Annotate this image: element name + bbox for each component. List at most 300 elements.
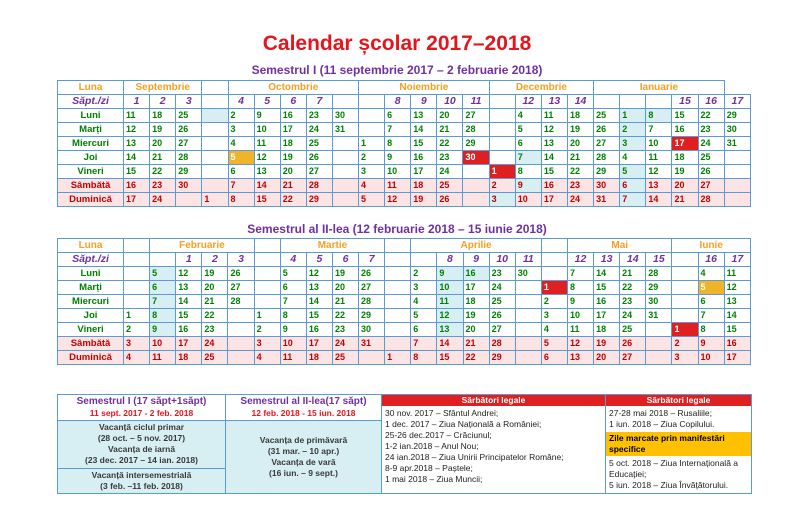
day-cell: 14 — [594, 267, 620, 281]
day-cell: 29 — [646, 281, 672, 295]
day-cell: 6 — [698, 295, 724, 309]
day-cell: 12 — [724, 281, 750, 295]
sem2-month-row — [58, 239, 751, 253]
week-number: 8 — [437, 253, 463, 267]
day-cell: 11 — [254, 137, 280, 151]
vacation-line: (3 feb. –11 feb. 2018) — [100, 481, 183, 491]
day-cell — [646, 351, 672, 365]
day-cell: 21 — [437, 123, 463, 137]
day-cell — [228, 351, 254, 365]
day-cell: 25 — [437, 179, 463, 193]
day-cell: 3 — [124, 337, 150, 351]
day-cell: 30 — [359, 323, 385, 337]
day-cell: 27 — [620, 351, 646, 365]
day-cell: 15 — [176, 309, 202, 323]
day-cell: 18 — [411, 179, 437, 193]
day-cell: 21 — [567, 151, 593, 165]
day-cell: 3 — [672, 351, 698, 365]
day-cell: 9 — [385, 151, 411, 165]
day-cell — [672, 295, 698, 309]
day-cell: 10 — [698, 351, 724, 365]
day-cell: 26 — [437, 193, 463, 207]
week-number: 2 — [202, 253, 228, 267]
semester2-calendar — [57, 238, 751, 365]
week-number — [646, 95, 672, 109]
day-cell: 1 — [489, 165, 515, 179]
day-label: Sâmbătă — [58, 337, 124, 351]
day-cell: 3 — [254, 337, 280, 351]
day-cell: 23 — [150, 179, 176, 193]
semester2-title: Semestrul al II-lea (12 februarie 2018 – 15 iunie 2018) — [247, 222, 547, 236]
day-cell: 15 — [437, 351, 463, 365]
marked-days-heading: Zile marcate prin manifestări specifice — [606, 432, 751, 456]
day-cell: 26 — [306, 151, 332, 165]
day-cell: 4 — [620, 151, 646, 165]
week-number: 4 — [280, 253, 306, 267]
day-cell: 30 — [724, 123, 750, 137]
vacation-line: (31 mar. – 10 apr.) — [267, 446, 340, 456]
week-number — [202, 95, 228, 109]
day-cell: 12 — [306, 267, 332, 281]
day-cell: 13 — [306, 281, 332, 295]
day-cell: 11 — [280, 351, 306, 365]
day-cell — [724, 179, 750, 193]
day-cell: 10 — [646, 137, 672, 151]
day-cell: 6 — [228, 165, 254, 179]
month-header — [385, 239, 411, 253]
day-cell: 19 — [594, 337, 620, 351]
day-cell: 18 — [280, 137, 306, 151]
day-cell: 5 — [359, 193, 385, 207]
month-header: Noiembrie — [359, 81, 490, 95]
vacation-line: Vacanță intersemestrială — [91, 470, 192, 480]
luna-label: Luna — [58, 81, 124, 95]
legend-semester2 — [226, 395, 382, 421]
day-cell: 9 — [515, 179, 541, 193]
day-cell: 21 — [202, 295, 228, 309]
day-cell: 20 — [594, 351, 620, 365]
day-cell: 11 — [724, 267, 750, 281]
day-label: Joi — [58, 309, 124, 323]
day-cell: 24 — [202, 337, 228, 351]
legal-holidays — [382, 395, 606, 494]
week-number: 3 — [228, 253, 254, 267]
day-cell: 13 — [176, 281, 202, 295]
day-cell: 25 — [176, 109, 202, 123]
legal-holidays-heading: Sărbători legale — [382, 395, 605, 406]
holiday-entry: 25-26 dec.2017 – Crăciunul; — [385, 430, 492, 440]
day-cell: 13 — [437, 323, 463, 337]
day-cell: 19 — [280, 151, 306, 165]
day-cell: 25 — [202, 351, 228, 365]
day-cell: 22 — [150, 165, 176, 179]
day-cell: 19 — [463, 309, 489, 323]
week-number: 13 — [541, 95, 567, 109]
day-cell: 2 — [124, 323, 150, 337]
day-cell: 19 — [332, 267, 358, 281]
day-cell: 28 — [594, 151, 620, 165]
day-cell: 5 — [411, 309, 437, 323]
day-cell: 3 — [489, 193, 515, 207]
day-cell: 24 — [437, 165, 463, 179]
holiday-entry: 30 nov. 2017 – Sfântul Andrei; — [385, 408, 499, 418]
day-cell: 26 — [594, 123, 620, 137]
day-cell — [228, 323, 254, 337]
week-number — [489, 95, 515, 109]
day-cell: 27 — [228, 281, 254, 295]
day-cell — [359, 109, 385, 123]
week-number — [385, 253, 411, 267]
day-cell: 30 — [463, 151, 489, 165]
day-cell — [385, 337, 411, 351]
day-cell: 14 — [176, 295, 202, 309]
day-cell: 9 — [437, 267, 463, 281]
day-cell: 8 — [698, 323, 724, 337]
vacation-line: (23 dec. 2017 – 14 ian. 2018) — [85, 455, 198, 465]
week-number: 10 — [489, 253, 515, 267]
day-cell — [228, 309, 254, 323]
day-cell: 21 — [150, 151, 176, 165]
day-cell — [385, 281, 411, 295]
legend-semester1 — [58, 395, 226, 421]
day-label: Miercuri — [58, 137, 124, 151]
day-cell: 1 — [385, 351, 411, 365]
day-cell: 7 — [411, 337, 437, 351]
day-cell — [385, 309, 411, 323]
page-title: Calendar școlar 2017–2018 — [262, 32, 532, 55]
day-cell — [463, 165, 489, 179]
day-cell: 20 — [280, 165, 306, 179]
table-row — [58, 295, 751, 309]
day-cell: 11 — [385, 179, 411, 193]
day-cell: 14 — [541, 151, 567, 165]
day-cell: 5 — [280, 267, 306, 281]
day-cell — [202, 137, 228, 151]
day-cell: 10 — [437, 281, 463, 295]
day-cell: 5 — [515, 123, 541, 137]
day-cell: 19 — [150, 123, 176, 137]
day-cell: 19 — [411, 193, 437, 207]
month-header: Februarie — [150, 239, 254, 253]
day-cell: 30 — [594, 179, 620, 193]
day-cell: 17 — [463, 281, 489, 295]
day-cell: 18 — [594, 323, 620, 337]
semester2-dates: 12 feb. 2018 - 15 iun. 2018 — [251, 408, 356, 418]
day-cell — [515, 323, 541, 337]
vacation-spring-summer — [226, 421, 382, 494]
day-cell — [124, 267, 150, 281]
day-cell: 12 — [541, 123, 567, 137]
day-cell: 14 — [411, 123, 437, 137]
day-cell: 24 — [567, 193, 593, 207]
day-cell: 12 — [124, 123, 150, 137]
day-cell: 10 — [515, 193, 541, 207]
day-cell: 29 — [594, 165, 620, 179]
day-cell: 18 — [463, 295, 489, 309]
day-cell — [202, 109, 228, 123]
sem2-week-row — [58, 253, 751, 267]
day-cell: 15 — [672, 109, 698, 123]
holiday-entry: 1-2 ian.2018 – Anul Nou; — [385, 441, 479, 451]
day-label: Luni — [58, 109, 124, 123]
holiday-entry: 8-9 apr.2018 – Paștele; — [385, 463, 473, 473]
day-cell: 22 — [437, 137, 463, 151]
day-cell: 25 — [332, 351, 358, 365]
day-cell: 25 — [489, 295, 515, 309]
day-cell: 1 — [124, 309, 150, 323]
day-cell: 24 — [332, 337, 358, 351]
day-cell: 8 — [280, 309, 306, 323]
vacation-line: Vacanță ciclul primar — [98, 422, 185, 432]
day-cell: 17 — [176, 337, 202, 351]
day-cell: 13 — [411, 109, 437, 123]
day-cell — [724, 165, 750, 179]
day-cell: 23 — [489, 267, 515, 281]
day-cell: 22 — [332, 309, 358, 323]
semester1-heading: Semestrul I (17 săpt+1săpt) — [76, 396, 207, 407]
week-number: 3 — [176, 95, 202, 109]
day-cell — [489, 151, 515, 165]
day-cell: 13 — [646, 179, 672, 193]
day-cell: 10 — [567, 309, 593, 323]
day-cell: 26 — [489, 309, 515, 323]
month-header: Ianuarie — [594, 81, 725, 95]
day-cell: 9 — [150, 323, 176, 337]
day-cell: 21 — [463, 337, 489, 351]
day-cell: 18 — [176, 351, 202, 365]
day-cell: 8 — [567, 281, 593, 295]
day-cell: 7 — [698, 309, 724, 323]
day-cell: 23 — [437, 151, 463, 165]
day-cell: 7 — [515, 151, 541, 165]
semester1-calendar — [57, 80, 751, 207]
day-cell: 2 — [672, 337, 698, 351]
week-number: 5 — [306, 253, 332, 267]
day-cell: 30 — [176, 179, 202, 193]
week-number: 11 — [463, 95, 489, 109]
day-cell — [672, 309, 698, 323]
day-cell: 9 — [567, 295, 593, 309]
day-cell: 28 — [463, 123, 489, 137]
day-cell: 12 — [176, 267, 202, 281]
day-cell: 7 — [385, 123, 411, 137]
day-cell: 7 — [150, 295, 176, 309]
day-cell: 13 — [541, 137, 567, 151]
day-cell: 31 — [594, 193, 620, 207]
day-cell: 31 — [332, 123, 358, 137]
day-cell: 28 — [228, 295, 254, 309]
day-cell: 16 — [280, 109, 306, 123]
month-header: Martie — [280, 239, 384, 253]
day-label: Vineri — [58, 165, 124, 179]
day-cell: 7 — [646, 123, 672, 137]
day-cell — [646, 337, 672, 351]
week-number: 5 — [254, 95, 280, 109]
day-cell: 27 — [359, 281, 385, 295]
day-cell: 5 — [228, 151, 254, 165]
day-cell — [228, 337, 254, 351]
day-cell: 8 — [646, 109, 672, 123]
day-cell — [672, 267, 698, 281]
day-cell: 28 — [176, 151, 202, 165]
day-cell: 11 — [541, 109, 567, 123]
day-cell — [332, 165, 358, 179]
day-cell: 29 — [724, 109, 750, 123]
day-cell — [202, 151, 228, 165]
day-cell: 29 — [359, 309, 385, 323]
day-cell: 16 — [306, 323, 332, 337]
week-number: 6 — [332, 253, 358, 267]
day-cell: 2 — [411, 267, 437, 281]
day-cell: 4 — [254, 351, 280, 365]
day-cell — [385, 267, 411, 281]
vacation-primary-winter — [58, 421, 226, 469]
day-cell: 28 — [698, 193, 724, 207]
week-number: 17 — [724, 95, 750, 109]
day-label: Duminică — [58, 193, 124, 207]
day-cell: 15 — [306, 309, 332, 323]
day-cell — [332, 137, 358, 151]
week-number: 16 — [698, 253, 724, 267]
day-cell: 24 — [698, 137, 724, 151]
table-row — [58, 267, 751, 281]
day-cell: 22 — [463, 351, 489, 365]
day-cell: 15 — [411, 137, 437, 151]
day-label: Vineri — [58, 323, 124, 337]
day-cell: 4 — [228, 137, 254, 151]
day-cell: 13 — [567, 351, 593, 365]
day-cell: 8 — [515, 165, 541, 179]
month-header — [254, 239, 280, 253]
day-cell: 31 — [359, 337, 385, 351]
day-cell: 17 — [724, 351, 750, 365]
day-cell: 25 — [594, 109, 620, 123]
day-cell: 13 — [724, 295, 750, 309]
day-cell: 20 — [150, 137, 176, 151]
day-cell — [385, 295, 411, 309]
day-cell: 29 — [463, 137, 489, 151]
week-number — [124, 253, 150, 267]
day-cell: 15 — [124, 165, 150, 179]
day-cell — [724, 193, 750, 207]
week-number — [359, 95, 385, 109]
holiday-entry: 1 iun. 2018 – Ziua Copilului. — [609, 419, 715, 429]
day-cell — [463, 179, 489, 193]
day-cell: 18 — [150, 109, 176, 123]
week-number: 15 — [646, 253, 672, 267]
holiday-entry: 1 dec. 2017 – Ziua Națională a României; — [385, 419, 542, 429]
day-cell: 12 — [437, 309, 463, 323]
day-cell: 10 — [150, 337, 176, 351]
week-number — [620, 95, 646, 109]
table-row — [58, 137, 751, 151]
day-cell: 20 — [672, 179, 698, 193]
day-cell: 1 — [254, 309, 280, 323]
vacation-line: Vacanța de vară — [271, 457, 336, 467]
day-cell: 21 — [280, 179, 306, 193]
semester1-dates: 11 sept. 2017 - 2 feb. 2018 — [89, 408, 194, 418]
day-cell — [176, 193, 202, 207]
day-cell: 24 — [150, 193, 176, 207]
day-cell: 15 — [254, 193, 280, 207]
week-number: 12 — [515, 95, 541, 109]
day-cell: 12 — [254, 151, 280, 165]
semester2-heading: Semestrul al II-lea(17 săpt) — [240, 396, 367, 407]
day-cell: 4 — [698, 267, 724, 281]
day-cell: 2 — [541, 295, 567, 309]
day-cell — [489, 123, 515, 137]
week-number: 17 — [724, 253, 750, 267]
day-cell — [515, 351, 541, 365]
day-cell — [515, 295, 541, 309]
day-cell: 4 — [541, 323, 567, 337]
day-cell: 27 — [489, 323, 515, 337]
week-number: 13 — [594, 253, 620, 267]
day-cell: 15 — [594, 281, 620, 295]
day-cell: 9 — [698, 337, 724, 351]
day-cell: 16 — [594, 295, 620, 309]
day-cell — [332, 179, 358, 193]
luna-label: Luna — [58, 239, 124, 253]
day-cell: 28 — [359, 295, 385, 309]
day-cell: 16 — [124, 179, 150, 193]
day-cell — [359, 123, 385, 137]
day-cell: 5 — [150, 267, 176, 281]
day-cell: 3 — [620, 137, 646, 151]
day-cell: 3 — [541, 309, 567, 323]
day-cell: 2 — [620, 123, 646, 137]
day-cell: 21 — [332, 295, 358, 309]
day-cell: 16 — [463, 267, 489, 281]
day-cell: 22 — [280, 193, 306, 207]
legend-table — [57, 394, 752, 494]
week-number — [672, 253, 698, 267]
day-cell: 6 — [515, 137, 541, 151]
semester1-title: Semestrul I (11 septembrie 2017 – 2 februarie 2018) — [251, 63, 543, 77]
month-header — [124, 239, 150, 253]
day-cell: 20 — [202, 281, 228, 295]
day-cell: 6 — [385, 109, 411, 123]
day-cell — [672, 281, 698, 295]
week-number — [332, 95, 358, 109]
vacation-line: Vacanța de primăvară — [259, 435, 348, 445]
day-label: Joi — [58, 151, 124, 165]
day-cell: 6 — [150, 281, 176, 295]
day-cell — [202, 165, 228, 179]
day-cell: 17 — [411, 165, 437, 179]
day-cell: 11 — [646, 151, 672, 165]
day-cell — [489, 109, 515, 123]
day-cell: 8 — [150, 309, 176, 323]
table-row — [58, 337, 751, 351]
table-row — [58, 109, 751, 123]
day-cell: 27 — [306, 165, 332, 179]
day-label: Marți — [58, 123, 124, 137]
day-cell: 29 — [176, 165, 202, 179]
holiday-entry: 1 mai 2018 – Ziua Muncii; — [385, 474, 483, 484]
day-cell: 11 — [124, 109, 150, 123]
day-cell: 1 — [541, 281, 567, 295]
day-cell — [254, 267, 280, 281]
legal-holidays-2 — [606, 395, 752, 494]
day-cell: 8 — [228, 193, 254, 207]
day-cell: 13 — [254, 165, 280, 179]
day-cell — [202, 123, 228, 137]
day-cell: 6 — [541, 351, 567, 365]
day-cell: 25 — [620, 323, 646, 337]
day-cell: 22 — [567, 165, 593, 179]
day-cell: 11 — [437, 295, 463, 309]
